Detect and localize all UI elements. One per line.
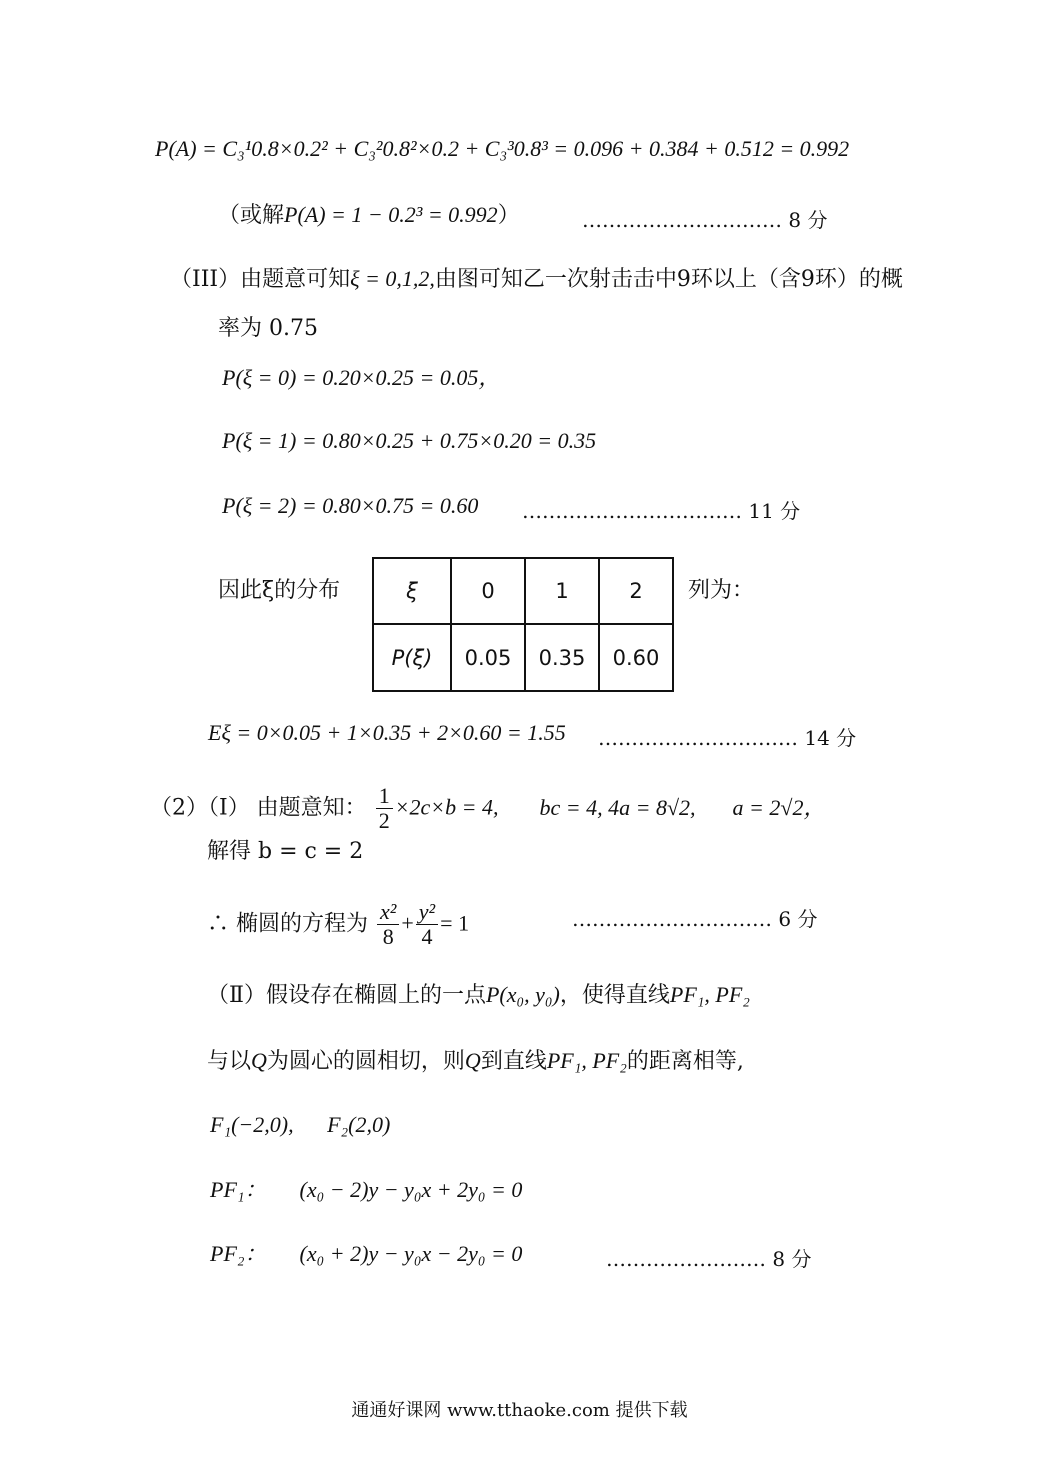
table-cell: 0.05 [451,624,525,691]
pf1-label: PF₁： [210,1177,267,1202]
part2-1 [150,784,825,833]
p-xi-2: P(ξ = 2) = 0.80×0.75 = 0.60 [222,493,479,518]
line-pf1 [210,1176,522,1205]
table-cell: 0.35 [525,624,599,691]
frac-den: 2 [378,808,390,833]
score-11: …………………………… 11 分 [522,499,801,523]
frac-num: y² [416,900,438,925]
page-footer: 通通好课网 www.tthaoke.com 提供下载 [351,1400,688,1421]
lines-pf: PF₁, PF₂ [669,982,750,1007]
eq-one: = 1 [440,910,470,936]
plus-sign: + [401,910,414,936]
text-equal: 的距离相等, [626,1049,744,1074]
eq-a: a = 2√2， [732,794,826,820]
part3-intro [170,265,903,294]
xi-values: ξ = 0,1,2, [350,266,435,291]
frac-num: 1 [376,784,393,809]
frac-den: 4 [421,924,433,949]
part2-2-intro [207,981,750,1010]
table-cell: 0.60 [599,624,673,691]
formula-alt-expr: P(A) = 1 − 0.2³ = 0.992 [284,202,498,227]
text-or: （或解 [218,203,285,228]
distribution-table [372,557,674,692]
score-6: ………………………… 6 分 [572,907,818,931]
ellipse-label: ∴ 椭圆的方程为 [207,911,368,937]
score-14: ………………………… 14 分 [598,726,857,750]
distribution-label-b: 列为： [688,578,755,603]
table-cell: P(ξ) [373,624,451,691]
frac-den: 8 [382,924,394,949]
text-center: 为圆心的圆相切，则 [266,1049,465,1074]
formula-pa [155,135,849,163]
ellipse-equation [207,900,469,949]
pf2-equation: (x₀ + 2)y − y₀x − 2y₀ = 0 [299,1241,523,1266]
pf2-label: PF₂： [210,1241,267,1266]
table-cell: ξ [373,558,451,624]
part3-label: （III）由题意可知 [170,267,351,292]
expectation: Eξ = 0×0.05 + 1×0.35 + 2×0.60 = 1.55 [208,720,566,745]
table-cell: 1 [525,558,599,624]
score-8-a: ………………………… 8 分 [582,208,828,232]
table-cell: 2 [599,558,673,624]
p-xi-0: P(ξ = 0) = 0.20×0.25 = 0.05， [222,365,501,390]
text-to-line: 到直线 [480,1049,547,1074]
lines-pf: PF₁, PF₂ [546,1048,627,1073]
frac-num: x² [377,900,399,925]
text-make: ，使得直线 [559,983,670,1008]
foci [210,1111,390,1139]
p-xi-1: P(ξ = 1) = 0.80×0.25 + 0.75×0.20 = 0.35 [222,428,597,453]
focus-1: F₁(−2,0), [210,1112,294,1137]
part3-prob: 率为 0.75 [218,316,318,341]
score-8-b: …………………… 8 分 [606,1247,812,1271]
table-row [373,624,673,691]
point-p: P(x₀, y₀) [485,982,560,1007]
focus-2: F₂(2,0) [327,1112,391,1137]
point-q: Q [464,1048,481,1073]
eq-bc: bc = 4, 4a = 8√2, [539,794,696,820]
fraction-y [416,900,438,949]
text-with: 与以 [207,1049,252,1074]
formula-pa-text: P(A) = C₃¹0.8×0.2² + C₃²0.8²×0.2 + C₃³0.8³ = 0.096 + 0.384 + 0.512 = 0.992 [155,136,850,161]
table-row [373,558,673,624]
eq-area: ×2c×b = 4, [394,794,499,820]
part2-label: （2）（Ⅰ） 由题意知： [150,795,367,821]
fraction-x [377,900,399,949]
fraction-half [376,784,393,833]
table-cell: 0 [451,558,525,624]
pf1-equation: (x₀ − 2)y − y₀x + 2y₀ = 0 [299,1177,523,1202]
text-paren: ） [497,203,520,228]
assume-text: （Ⅱ）假设存在椭圆上的一点 [207,983,486,1008]
distribution-label-a: 因此ξ的分布 [218,578,341,603]
point-q: Q [251,1048,267,1073]
part2-2-tangent [207,1047,744,1076]
formula-pa-alt [218,201,520,230]
solve-bc: 解得 b = c = 2 [207,839,364,864]
part3-text: 由图可知乙一次射击击中9环以上（含9环）的概 [434,267,903,292]
line-pf2 [210,1240,522,1269]
